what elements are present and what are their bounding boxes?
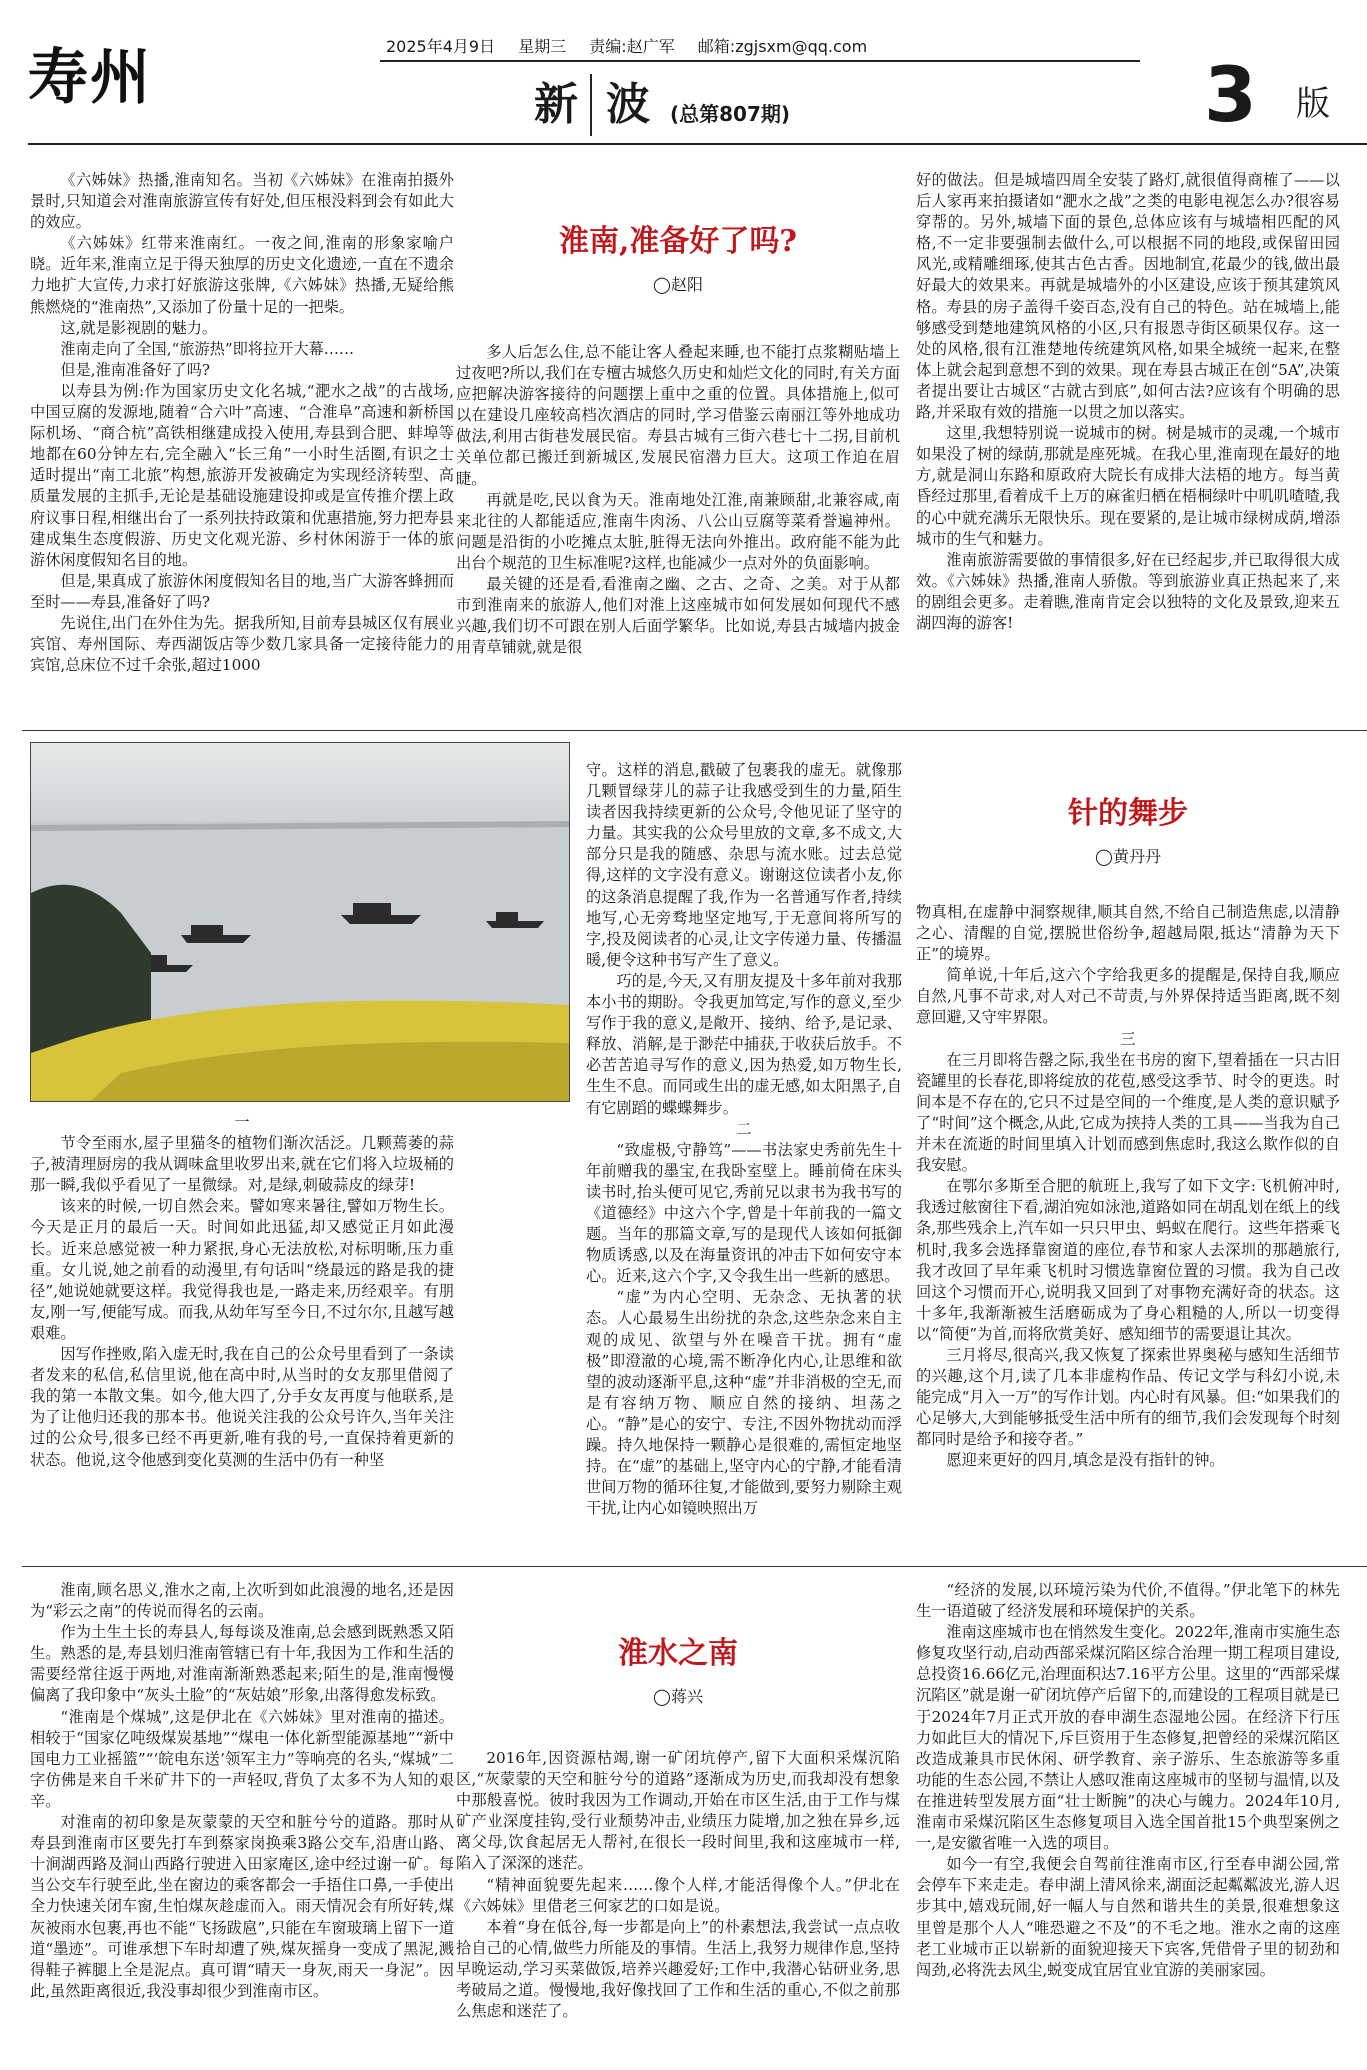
- article3-column-2: [456, 1748, 900, 2062]
- paragraph: “虚”为内心空明、无杂念、无执著的状态。人心最易生出纷扰的杂念,这些杂念来自主观的成见、欲望与外在噪音干扰。拥有“虚极”即澄澈的心境,需不断净化内心,让思维和欲望的波动逐渐平息,这种“虚”并非消极的空无,而是有容纳万物、顺应自然的接纳、坦荡之心。“静”是心的安宁、专注,不因外物扰动而浮躁。持久地保持一颗静心是很难的,需恒定地坚持。在“虚”的基础上,坚守内心的宁静,才能看清世间万物的循环往复,才能做到,要努力剔除主观干扰,让内心如镜映照出万: [586, 1288, 902, 1518]
- paragraph: 节令至雨水,屋子里猫冬的植物们渐次活泛。几颗蔫萎的蒜子,被清理厨房的我从调味盒里收罗出来,就在它们将入垃圾桶的那一瞬,我似乎看见了一星微绿。对,是绿,刺破蒜皮的绿芽!: [30, 1134, 454, 1195]
- paragraph: 《六姊妹》热播,淮南知名。当初《六姊妹》在淮南拍摄外景时,只知道会对淮南旅游宣传有好处,但压根没料到会有如此大的效应。: [30, 171, 454, 232]
- section-numeral: 三: [1120, 1029, 1136, 1048]
- article3-column-3: [916, 1580, 1340, 2062]
- paragraph: 再就是吃,民以食为天。淮南地处江淮,南兼顾甜,北兼容咸,南来北往的人都能适应,淮南牛肉汤、八公山豆腐等菜肴誉遍神州。问题是沿街的小吃摊点太脏,脏得无法向外推出。政府能不能为此出台个规范的卫生标准呢?这样,也能减少一点对外的负面影响。: [456, 490, 900, 572]
- paragraph: 最关键的还是看,看淮南之幽、之古、之奇、之美。对于从都市到淮南来的旅游人,他们对淮上这座城市如何发展如何现代不感兴趣,我们切不可跟在别人后面学繁华。比如说,寿县古城墙内披金用青草铺就,就是很: [456, 575, 900, 657]
- paragraph: 本着“身在低谷,每一步都是向上”的朴素想法,我尝试一点点收拾自己的心情,做些力所能及的事情。生活上,我努力规律作息,坚持早晚运动,学习买菜做饭,培养兴趣爱好;工作中,我潜心钻研业务,思考破局之道。慢慢地,我好像找回了工作和生活的重心,不似之前那么焦虑和迷茫了。: [456, 1917, 900, 2021]
- photo-sky: [31, 743, 569, 823]
- email-label: 邮箱:: [697, 37, 736, 56]
- paragraph: 淮南走向了全国,“旅游热”即将拉开大幕……: [60, 339, 355, 358]
- paragraph: “精神面貌要先起来……像个人样,才能活得像个人。”伊北在《六姊妹》里借老三何家艺的口如是说。: [456, 1875, 900, 1915]
- article2-byline: ◯黄丹丹: [1095, 847, 1161, 866]
- section-divider: [590, 74, 592, 136]
- section-name-left: 新: [534, 79, 578, 130]
- section-name-right: 波: [606, 79, 650, 130]
- lake-rapeseed-photo: [30, 742, 570, 1102]
- paragraph: 巧的是,今天,又有朋友提及十多年前对我那本小书的期盼。令我更加笃定,写作的意义,至少写作于我的意义,是敞开、接纳、给予,是记录、释放、消解,是于渺茫中捕获,于收获后放手。不必苦苦追寻写作的意义,因为热爱,如万物生长,生生不息。而同或生出的虚无感,如太阳黑子,自有它剧蹈的蝶蝶舞步。: [586, 971, 902, 1117]
- article3-byline: ◯蒋兴: [653, 1687, 703, 1706]
- paragraph: 淮南旅游需要做的事情很多,好在已经起步,并已取得很大成效。《六姊妹》热播,淮南人骄傲。等到旅游业真正热起来了,来的剧组会更多。走着瞧,淮南肯定会以独特的文化及景致,迎来五湖四海的游客!: [916, 550, 1340, 632]
- paragraph: 但是,果真成了旅游休闲度假知名目的地,当广大游客蜂拥而至时——寿县,准备好了吗?: [30, 571, 454, 611]
- paragraph: 因写作挫败,陷入虚无时,我在自己的公众号里看到了一条读者发来的私信,私信里说,他在高中时,从当时的女友那里借阅了我的第一本散文集。如今,他大四了,分手女友再度与他联系,是为了让他归还我的那本书。他说关注我的公众号许久,当年关注过的公众号,很多已经不再更新,唯有我的号,一直保持着更新的状态。他说,这令他感到变化莫测的生活中仍有一种坚: [30, 1345, 454, 1469]
- issue-date: 2025年4月9日: [386, 37, 496, 56]
- paragraph: 三月将尽,很高兴,我又恢复了探索世界奥秘与感知生活细节的兴趣,这个月,读了几本非虚构作品、传记文学与科幻小说,未能完成“月入一万”的写作计划。内心时有风暴。但:“如果我们的心足够大,大到能够抵受生活中所有的细节,我们会发现每个时刻都同时是给予和接夺者。”: [916, 1345, 1340, 1449]
- paragraph: 如今一有空,我便会自驾前往淮南市区,行至春申湖公园,常会停车下来走走。春申湖上清风徐来,湖面泛起粼粼波光,游人迟步其中,嬉戏玩闹,好一幅人与自然和谐共生的美景,很难想象这里曾是那个人人“唯恐避之不及”的不毛之地。淮水之南的这座老工业城市正以崭新的面貌迎接天下宾客,凭借骨子里的韧劲和闯劲,必将洗去风尘,蜕变成宜居宜业宜游的美丽家园。: [916, 1855, 1340, 1979]
- paragraph: 作为土生土长的寿县人,每每谈及淮南,总会感到既熟悉又陌生。熟悉的是,寿县划归淮南管辖已有十年,我因为工作和生活的需要经常往返于两地,对淮南渐渐熟悉起来;陌生的是,淮南慢慢偏离了我印象中“灰头土脸”的“灰姑娘”形象,出落得愈发标致。: [30, 1623, 454, 1705]
- article2-column-2: [586, 760, 902, 1554]
- paragraph: 《六姊妹》红带来淮南红。一夜之间,淮南的形象家喻户晓。近年来,淮南立足于得天独厚的历史文化遗迹,一直在不遗余力地扩大宣传,力求打好旅游这张牌,《六姊妹》热播,无疑给熊熊燃烧的“淮南热”,又添加了份量十足的一把柴。: [30, 234, 454, 316]
- article1-title: 淮南,准备好了吗?: [558, 224, 798, 259]
- paragraph: 多人后怎么住,总不能让客人叠起来睡,也不能打点浆糊贴墙上过夜吧?所以,我们在专檀古城悠久历史和灿烂文化的同时,有关方面应把解决游客接待的问题摆上重中之重的位置。具体措施上,似可以在建设几座较高档次酒店的同时,学习借鉴云南丽江等外地成功做法,利用古街巷发展民宿。寿县古城有三街六巷七十二拐,目前机关单位都已搬迁到新城区,发展民宿潜力巨大。这项工作迫在眉睫。: [456, 343, 900, 488]
- article2-column-3: [916, 902, 1340, 1554]
- article1-column-3: [916, 170, 1340, 722]
- article3-column-1: [30, 1580, 454, 2062]
- paragraph: 在鄂尔多斯至合肥的航班上,我写了如下文字:飞机俯冲时,我透过舷窗往下看,湖泊宛如泳池,道路如同在胡乱划在纸上的线条,那些残余上,汽车如一只只甲虫、蚂蚁在爬行。这些年搭乘飞机时,我多会选择靠窗道的座位,春节和家人去深圳的那趟旅行,我才改回了早年乘飞机时习惯选靠窗位置的习惯。我为自己改回这个习惯而开心,说明我又回到了对事物充满好奇的状态。这十多年,我渐渐被生活磨砺成为了身心粗糙的人,所以一切变得以“简便”为首,而将欣赏美好、感知细节的需要退让其次。: [916, 1177, 1340, 1343]
- paragraph: 淮南,顾名思义,淮水之南,上次听到如此浪漫的地名,还是因为“彩云之南”的传说而得名的云南。: [30, 1581, 454, 1621]
- paragraph: 愿迎来更好的四月,填念是没有指针的钟。: [946, 1451, 1225, 1470]
- paragraph: 物真相,在虚静中洞察规律,顺其自然,不给自己制造焦虑,以清静之心、清醒的自觉,摆脱世俗纷争,超越局限,抵达“清静为天下正”的境界。: [916, 903, 1340, 964]
- paragraph: 简单说,十年后,这六个字给我更多的提醒是,保持自我,顺应自然,凡事不苛求,对人对己不苛责,与外界保持适当距离,既不刻意回避,又守牢界限。: [916, 966, 1340, 1027]
- issue-weekday: 星期三: [518, 37, 567, 56]
- issue-number: (总第807期): [670, 102, 791, 126]
- paragraph: 该来的时候,一切自然会来。譬如寒来暑往,譬如万物生长。今天是正月的最后一天。时间如此迅猛,却又感觉正月如此漫长。近来总感觉被一种力紧抿,身心无法放松,对标明晰,压力重重。女儿说,她之前看的动漫里,有句话叫“绕最远的路是我的捷径”,她说她就要这样。我觉得我也是,一路走来,历经艰辛。有朋友,刚一写,便能写成。而我,从幼年写至今日,不过尔尔,且越写越艰难。: [30, 1197, 454, 1342]
- article2-column-1: [30, 1112, 454, 1554]
- masthead: [0, 0, 1367, 150]
- paragraph: 但是,淮南准备好了吗?: [60, 360, 211, 379]
- paragraph: 先说住,出门在外住为先。据我所知,目前寿县城区仅有展业宾馆、寿州国际、寿西湖饭店等少数几家具备一定接待能力的宾馆,总床位不过千余张,超过1000: [30, 613, 454, 675]
- article1-column-1: [30, 170, 454, 722]
- paragraph: “经济的发展,以环境污染为代价,不值得。”伊北笔下的林先生一语道破了经济发展和环境保护的关系。: [916, 1581, 1340, 1621]
- paragraph: 在三月即将告罄之际,我坐在书房的窗下,望着插在一只古旧瓷罐里的长春花,即将绽放的花苞,感受这季节、时令的更迭。时间本是不存在的,它只不过是空间的一个维度,是人类的意识赋予了“时间”这个概念,从此,它成为挟持人类的工具——当我为自己并未在流逝的时间里填入计划而感到焦虑时,我这么欺作似的自我安慰。: [916, 1050, 1340, 1175]
- article1-byline: ◯赵阳: [653, 275, 703, 294]
- paragraph: 这里,我想特别说一说城市的树。树是城市的灵魂,一个城市如果没了树的绿荫,那就是座死城。在我心里,淮南现在最好的地方,就是洞山东路和原政府大院长有成排大法梧的地方。每当黄昏经过那里,看着成千上万的麻雀归栖在梧桐绿叶中叽叽喳喳,我的心中就充满乐无限快乐。现在要紧的,是让城市绿树成荫,增添城市的生气和魅力。: [916, 424, 1340, 548]
- section-rule: [22, 1566, 1367, 1567]
- paragraph: 这,就是影视剧的魅力。: [60, 318, 218, 337]
- section-numeral: 一: [234, 1113, 250, 1131]
- paragraph: 2016年,因资源枯竭,谢一矿闭坑停产,留下大面积采煤沉陷区,“灰蒙蒙的天空和脏兮兮的道路”逐渐成为历史,而我却没有想象中那般喜悦。彼时我因为工作调动,开始在市区生活,由于工作与煤矿产业深度挂钩,受行业颓势冲击,业绩压力陡增,加之独在异乡,远离父母,饮食起居无人帮衬,在很长一段时间里,我和这座城市一样,陷入了深深的迷茫。: [456, 1749, 900, 1873]
- paragraph: “致虚极,守静笃”——书法家史秀前先生十年前赠我的墨宝,在我卧室壁上。睡前倚在床头读书时,抬头便可见它,秀前兄以隶书为我书写的《道德经》中这六个字,曾是十年前我的一篇文题。当年的那篇文章,写的是现代人该如何抵御物质诱惑,以及在海量资讯的冲击下如何安守本心。近来,这六个字,又令我生出一些新的感思。: [586, 1140, 902, 1286]
- page-number: 3: [1204, 50, 1257, 139]
- article3-title: 淮水之南: [618, 1636, 738, 1671]
- article1-column-2: [456, 342, 900, 722]
- paragraph: 守。这样的消息,戳破了包裹我的虚无。就像那几颗冒绿芽儿的蒜子让我感受到生的力量,陌生读者因我持续更新的公众号,令他见证了坚守的力量。其实我的公众号里放的文章,多不成文,大部分只是我的随感、杂思与流水账。过去总觉得,这样的文字没有意义。谢谢这位读者小友,你的这条消息提醒了我,作为一名普通写作者,持续地写,心无旁骛地坚定地写,于无意间将所写的字,投及阅读者的心灵,让文字传递力量、传播温暖,便令这种书写产生了意义。: [586, 761, 902, 969]
- section-numeral: 二: [736, 1119, 752, 1138]
- header-rule: [28, 143, 1367, 145]
- article2-title: 针的舞步: [1068, 796, 1188, 831]
- photo-illustration: [31, 743, 569, 1101]
- email: zgjsxm@qq.com: [735, 37, 868, 56]
- top-rule: [380, 60, 1140, 62]
- paragraph: “淮南是个煤城”,这是伊北在《六姊妹》里对淮南的描述。相较于“国家亿吨级煤炭基地”“煤电一体化新型能源基地”“新中国电力工业摇篮”“‘皖电东送’领军主力”等响亮的名头,“煤城”二字仿佛是来自千米矿井下的一声轻叹,背负了太多不为人知的艰辛。: [30, 1707, 454, 1810]
- paragraph: 淮南这座城市也在悄然发生变化。2022年,淮南市实施生态修复攻坚行动,启动西部采煤沉陷区综合治理一期工程项目建设,总投资16.66亿元,治理面积达7.16平方公里。这里的“西部采煤沉陷区”就是谢一矿闭坑停产后留下的,而建设的工程项目就是已于2024年7月正式开放的春申湖生态湿地公园。在经济下行压力如此巨大的情况下,斥巨资用于生态修复,把曾经的采煤沉陷区改造成兼具市民休闲、研学教育、亲子游乐、生态旅游等多重功能的生态公园,不禁让人感叹淮南这座城市的坚韧与温情,以及在推进转型发展方面“壮士断腕”的决心与魄力。2024年10月,淮南市采煤沉陷区生态修复项目入选全国首批15个典型案例之一,是安徽省唯一入选的项目。: [916, 1623, 1340, 1853]
- page-unit: 版: [1296, 84, 1330, 124]
- editor: 责编:赵广军: [589, 37, 675, 56]
- paragraph: 以寿县为例:作为国家历史文化名城,“淝水之战”的古战场,中国豆腐的发源地,随着“合六叶”高速、“合淮阜”高速和新桥国际机场、“商合杭”高铁相继建成投入使用,寿县到合肥、蚌埠等地都在60分钟左右,完全融入“长三角”一小时生活圈,有识之士适时提出“南工北旅”构想,旅游开发被确定为实现经济转型、高质量发展的主抓手,无论是基础设施建设抑或是宣传推介摆上政府议事日程,相继出台了一系列扶持政策和优惠措施,努力把寿县建成集生态度假游、历史文化观光游、乡村休闲游于一体的旅游休闲度假知名目的地。: [30, 381, 454, 569]
- paragraph: 对淮南的初印象是灰蒙蒙的天空和脏兮兮的道路。那时从寿县到淮南市区要先打车到蔡家岗换乘3路公交车,沿唐山路、十涧湖西路及洞山西路行驶进入田家庵区,途中经过谢一矿。每当公交车行驶至此,坐在窗边的乘客都会一手捂住口鼻,一手使出全力快速关闭车窗,生怕煤灰趁虚而入。雨天情况会有所好转,煤灰被雨水包裹,再也不能“飞扬跋扈”,只能在车窗玻璃上留下一道道“墨迹”。可谁承想下车时却遭了殃,煤灰摇身一变成了黑泥,溅得鞋子裤腿上全是泥点。真可谓“晴天一身灰,雨天一身泥”。因此,虽然距离很近,我没事却很少到淮南市区。: [30, 1813, 454, 2000]
- date-line: [386, 34, 885, 57]
- newspaper-logo: 寿州: [28, 43, 152, 113]
- paragraph: 好的做法。但是城墙四周全安装了路灯,就很值得商榷了——以后人家再来拍摄诸如“淝水之战”之类的电影电视怎么办?很容易穿帮的。另外,城墙下面的景色,总体应该有与城墙相匹配的风格,不一定非要强制去做什么,可以根据不同的地段,或保留田园风光,或精雕细琢,使其古色古香。因地制宜,花最少的钱,做出最好最大的效果来。再就是城墙外的小区建设,应该于预其建筑风格。寿县的房子盖得千姿百态,没有自己的特色。站在城墙上,能够感受到楚地建筑风格的小区,只有报恩寺街区硕果仅存。这一处的风格,很有江淮楚地传统建筑风格,如果全城统一起来,在整体上就会起到意想不到的效果。现在寿县古城正在创“5A”,决策者提出要让古城区“古就古到底”,如何古法?应该有个明确的思路,并采取有效的措施一以贯之加以落实。: [916, 171, 1340, 422]
- section-rule: [22, 730, 1367, 731]
